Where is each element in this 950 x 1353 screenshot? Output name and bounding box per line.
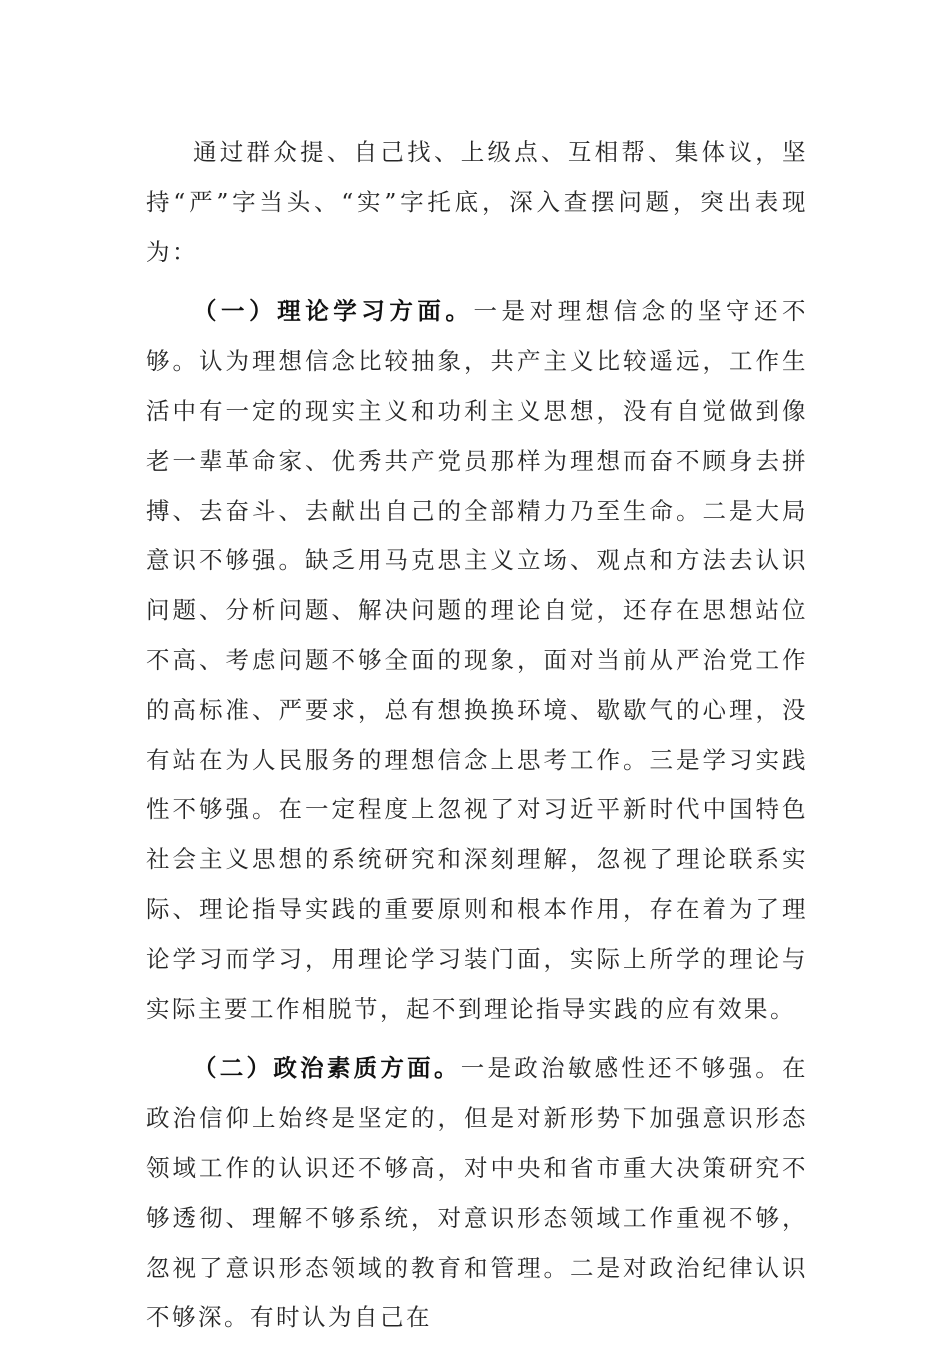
section-heading: （一）理论学习方面。 [193,297,474,326]
section-body: 一是对理想信念的坚守还不够。认为理想信念比较抽象，共产主义比较遥远，工作生活中有一定的现实主义和功利主义思想，没有自觉做到像老一辈革命家、优秀共产党员那样为理想而奋不顾身去拼搏、去奋斗、去献出自己的全部精力乃至生命。二是大局意识不够强。缺乏用马克思主义立场、观点和方法去认识问题、分析问题、解决问题的理论自觉，还存在思想站位不高、考虑问题不够全面的现象，面对当前从严治党工作的高标准、严要求，总有想换换环境、歇歇气的心理，没有站在为人民服务的理想信念上思考工作。三是学习实践性不够强。在一定程度上忽视了对习近平新时代中国特色社会主义思想的系统研究和深刻理解，忽视了理论联系实际、理论指导实践的重要原则和根本作用，存在着为了理论学习而学习，用理论学习装门面，实际上所学的理论与实际主要工作相脱节，起不到理论指导实践的应有效果。 [146,297,809,1023]
intro-paragraph: 通过群众提、自己找、上级点、互相帮、集体议，坚持“严”字当头、“实”字托底，深入查摆问题，突出表现为： [146,138,808,266]
section-political-quality [146,1044,808,1343]
section-body: 一是政治敏感性还不够强。在政治信仰上始终是坚定的，但是对新形势下加强意识形态领域工作的认识还不够高，对中央和省市重大决策研究不够透彻、理解不够系统，对意识形态领域工作重视不够，忽视了意识形态领域的教育和管理。二是对政治纪律认识不够深。有时认为自己在 [146,1054,809,1332]
document-body [146,128,808,1353]
section-heading: （二）政治素质方面。 [193,1054,461,1083]
section-theory-study [146,287,808,1034]
